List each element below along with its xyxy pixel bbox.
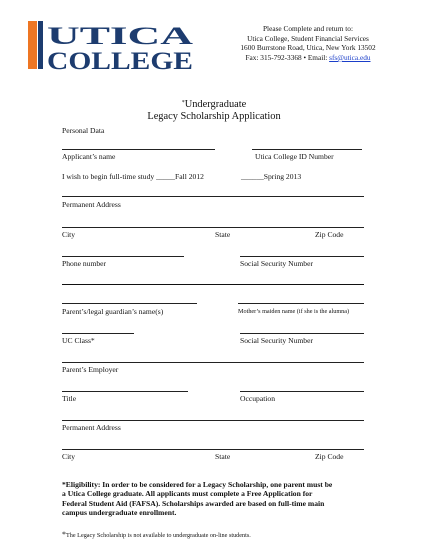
applicant-name-label: Applicant’s name <box>62 152 116 161</box>
phone-line[interactable] <box>62 256 184 257</box>
title-undergraduate: Undergraduate <box>184 99 247 110</box>
logo-navy-bar <box>38 21 43 69</box>
college-id-line[interactable] <box>252 149 362 150</box>
employer-line[interactable] <box>62 362 364 363</box>
eligibility-line: campus undergraduate enrollment. <box>62 508 177 518</box>
logo-text-top: UTICA <box>47 23 193 50</box>
job-title-label: Title <box>62 394 77 403</box>
parent-ssn-line[interactable] <box>240 333 364 334</box>
footnote-asterisk: * <box>62 530 66 539</box>
applicant-name-line[interactable] <box>62 149 215 150</box>
parent-zip-label: Zip Code <box>315 452 344 461</box>
return-street: 1600 Burrstone Road, Utica, New York 13502 <box>240 43 376 53</box>
occupation-line[interactable] <box>240 391 364 392</box>
employer-label: Parent’s Employer <box>62 365 119 374</box>
parent-address-line[interactable] <box>62 449 364 450</box>
eligibility-line: *Eligibility: In order to be considered for a Legacy Scholarship, one parent must be <box>62 480 333 489</box>
email-link[interactable]: sfs@utica.edu <box>329 52 371 62</box>
permanent-address-label: Permanent Address <box>62 200 121 209</box>
footnote <box>62 530 251 539</box>
state-label: State <box>215 230 231 239</box>
section-personal-data: Personal Data <box>62 126 105 135</box>
college-id-label: Utica College ID Number <box>255 152 334 161</box>
page-title: Legacy Scholarship Application <box>147 111 281 122</box>
logo-text-bottom: COLLEGE <box>47 48 193 71</box>
permanent-address-line-top <box>62 196 364 197</box>
utica-college-logo <box>28 19 196 71</box>
return-instructions: Please Complete and return to: <box>263 24 353 33</box>
parent-state-label: State <box>215 452 231 461</box>
parent-ssn-label: Social Security Number <box>240 336 313 345</box>
ssn-label: Social Security Number <box>240 259 313 268</box>
guardian-name-line[interactable] <box>62 303 197 304</box>
guardian-name-label: Parent’s/legal guardian’s name(s) <box>62 307 164 316</box>
eligibility-line: a Utica College graduate. All applicants must complete a Free Application for <box>62 489 313 499</box>
ssn-line[interactable] <box>240 256 364 257</box>
permanent-address-line[interactable] <box>62 227 364 228</box>
uc-class-line[interactable] <box>62 333 134 334</box>
occupation-label: Occupation <box>240 394 276 403</box>
begin-study-fall[interactable]: I wish to begin full-time study _____Fall 2012 <box>62 172 204 181</box>
section-divider <box>62 284 364 285</box>
job-title-line[interactable] <box>62 391 188 392</box>
parent-address-label: Permanent Address <box>62 423 121 432</box>
return-contact <box>202 53 414 63</box>
parent-address-line-top <box>62 420 364 421</box>
title-asterisk: * <box>181 100 185 106</box>
begin-study-spring[interactable]: ______Spring 2013 <box>241 172 302 181</box>
eligibility-note <box>62 480 382 518</box>
maiden-name-label: Mother’s maiden name (if she is the alumna) <box>238 308 350 315</box>
fax-and-email-label: Fax: 315-792-3368 • Email: <box>245 52 330 62</box>
footnote-text: The Legacy Scholarship is not available to undergraduate on-line students. <box>66 532 251 539</box>
phone-label: Phone number <box>62 259 107 268</box>
uc-class-label: UC Class* <box>62 336 95 345</box>
eligibility-line: Federal Student Aid (FAFSA). Scholarships awarded are based on full-time main <box>62 498 325 508</box>
parent-city-label: City <box>62 452 76 461</box>
maiden-name-line[interactable] <box>238 303 364 304</box>
return-office: Utica College, Student Financial Services <box>247 33 369 43</box>
title-line-1 <box>0 99 428 110</box>
zip-label: Zip Code <box>315 230 344 239</box>
city-label: City <box>62 230 76 239</box>
logo-orange-bar <box>28 21 37 69</box>
